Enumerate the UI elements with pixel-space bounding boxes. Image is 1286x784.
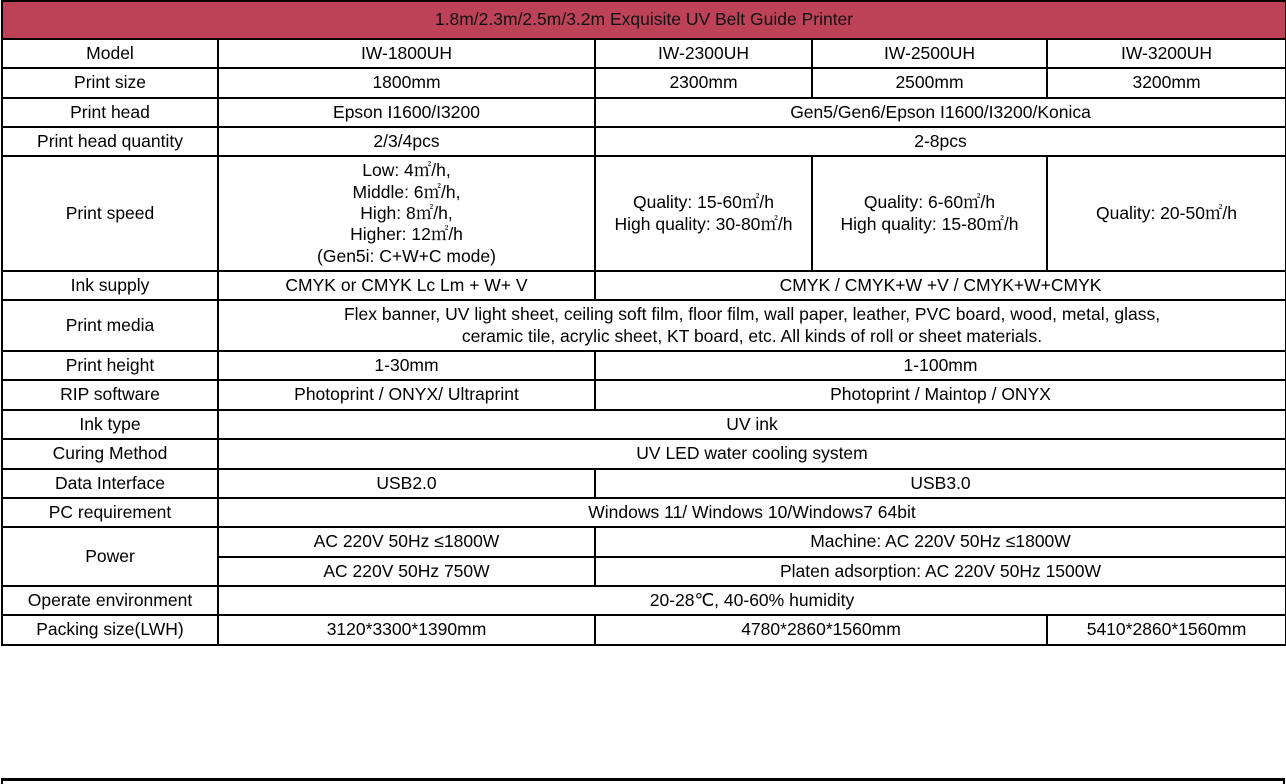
cell-packing-size-2-3: 4780*2860*1560mm <box>595 615 1047 644</box>
cell-print-size-3: 2500mm <box>812 68 1047 97</box>
table-row-print-height <box>2 351 1286 380</box>
cell-print-head-rest: Gen5/Gen6/Epson I1600/I3200/Konica <box>595 98 1286 127</box>
row-label-print-height: Print height <box>2 351 218 380</box>
cell-model-2: IW-2300UH <box>595 39 812 68</box>
cell-ink-supply-rest: CMYK / CMYK+W +V / CMYK+W+CMYK <box>595 271 1286 300</box>
cell-operate-environment: 20-28℃, 40-60% humidity <box>218 586 1286 615</box>
row-label-data-interface: Data Interface <box>2 469 218 498</box>
cell-rip-software-rest: Photoprint / Maintop / ONYX <box>595 380 1286 409</box>
cell-print-height-rest: 1-100mm <box>595 351 1286 380</box>
row-label-print-speed: Print speed <box>2 156 218 271</box>
row-label-print-media: Print media <box>2 300 218 351</box>
cell-power-rest-platen: Platen adsorption: AC 220V 50Hz 1500W <box>595 557 1286 586</box>
table-row-print-media <box>2 300 1286 351</box>
row-label-print-head-quantity: Print head quantity <box>2 127 218 156</box>
cell-print-head-quantity-rest: 2-8pcs <box>595 127 1286 156</box>
table-row-data-interface <box>2 469 1286 498</box>
table-row-print-speed <box>2 156 1286 271</box>
table-row-print-head <box>2 98 1286 127</box>
cell-data-interface-rest: USB3.0 <box>595 469 1286 498</box>
table-row-power-a <box>2 527 1286 556</box>
table-row-print-size <box>2 68 1286 97</box>
row-label-model: Model <box>2 39 218 68</box>
cell-print-head-quantity-1: 2/3/4pcs <box>218 127 595 156</box>
table-row-pc-requirement <box>2 498 1286 527</box>
row-label-pc-requirement: PC requirement <box>2 498 218 527</box>
table-row-rip-software <box>2 380 1286 409</box>
cell-print-speed-3 <box>812 156 1047 271</box>
cell-print-size-4: 3200mm <box>1047 68 1286 97</box>
next-table-top-edge <box>1 778 1285 784</box>
row-label-ink-supply: Ink supply <box>2 271 218 300</box>
print-speed-mode-note: (Gen5i: C+W+C mode) <box>317 245 496 266</box>
table-row-ink-supply <box>2 271 1286 300</box>
cell-curing-method: UV LED water cooling system <box>218 439 1286 468</box>
table-title: 1.8m/2.3m/2.5m/3.2m Exquisite UV Belt Guide Printer <box>2 1 1286 39</box>
table-row-curing-method <box>2 439 1286 468</box>
table-row-model <box>2 39 1286 68</box>
print-speed-quality-2: Quality: 15-60㎡/h <box>632 192 775 213</box>
cell-print-speed-2 <box>595 156 812 271</box>
row-label-rip-software: RIP software <box>2 380 218 409</box>
cell-power-1-machine: AC 220V 50Hz ≤1800W <box>218 527 595 556</box>
cell-print-head-1: Epson I1600/I3200 <box>218 98 595 127</box>
print-speed-middle: Middle: 6㎡/h, <box>352 181 461 202</box>
row-label-power: Power <box>2 527 218 586</box>
table-row-packing-size <box>2 615 1286 644</box>
row-label-print-head: Print head <box>2 98 218 127</box>
row-label-print-size: Print size <box>2 68 218 97</box>
cell-print-speed-4 <box>1047 156 1286 271</box>
cell-print-speed-1 <box>218 156 595 271</box>
print-media-line-1: Flex banner, UV light sheet, ceiling soft film, floor film, wall paper, leather, PVC board, wood, metal, glass, <box>343 304 1161 325</box>
cell-model-1: IW-1800UH <box>218 39 595 68</box>
print-speed-low: Low: 4㎡/h, <box>362 160 451 181</box>
table-row-title <box>2 1 1286 39</box>
print-speed-high: High: 8㎡/h, <box>360 203 453 224</box>
cell-packing-size-4: 5410*2860*1560mm <box>1047 615 1286 644</box>
specification-table <box>1 0 1286 646</box>
print-media-line-2: ceramic tile, acrylic sheet, KT board, etc. All kinds of roll or sheet materials. <box>461 325 1043 346</box>
cell-packing-size-1: 3120*3300*1390mm <box>218 615 595 644</box>
print-speed-quality-3: Quality: 6-60㎡/h <box>863 192 996 213</box>
print-speed-high-quality-2: High quality: 30-80㎡/h <box>614 213 793 234</box>
cell-print-size-2: 2300mm <box>595 68 812 97</box>
cell-print-size-1: 1800mm <box>218 68 595 97</box>
cell-model-4: IW-3200UH <box>1047 39 1286 68</box>
cell-power-1-platen: AC 220V 50Hz 750W <box>218 557 595 586</box>
print-speed-higher: Higher: 12㎡/h <box>350 224 463 245</box>
cell-pc-requirement: Windows 11/ Windows 10/Windows7 64bit <box>218 498 1286 527</box>
cell-rip-software-1: Photoprint / ONYX/ Ultraprint <box>218 380 595 409</box>
cell-ink-supply-1: CMYK or CMYK Lc Lm + W+ V <box>218 271 595 300</box>
print-speed-high-quality-3: High quality: 15-80㎡/h <box>840 213 1019 234</box>
table-row-ink-type <box>2 410 1286 439</box>
row-label-curing-method: Curing Method <box>2 439 218 468</box>
table-row-operate-environment <box>2 586 1286 615</box>
row-label-operate-environment: Operate environment <box>2 586 218 615</box>
cell-model-3: IW-2500UH <box>812 39 1047 68</box>
row-label-packing-size: Packing size(LWH) <box>2 615 218 644</box>
table-row-print-head-quantity <box>2 127 1286 156</box>
cell-data-interface-1: USB2.0 <box>218 469 595 498</box>
row-label-ink-type: Ink type <box>2 410 218 439</box>
print-speed-quality-4: Quality: 20-50㎡/h <box>1095 203 1238 224</box>
cell-print-height-1: 1-30mm <box>218 351 595 380</box>
cell-ink-type: UV ink <box>218 410 1286 439</box>
cell-power-rest-machine: Machine: AC 220V 50Hz ≤1800W <box>595 527 1286 556</box>
cell-print-media <box>218 300 1286 351</box>
